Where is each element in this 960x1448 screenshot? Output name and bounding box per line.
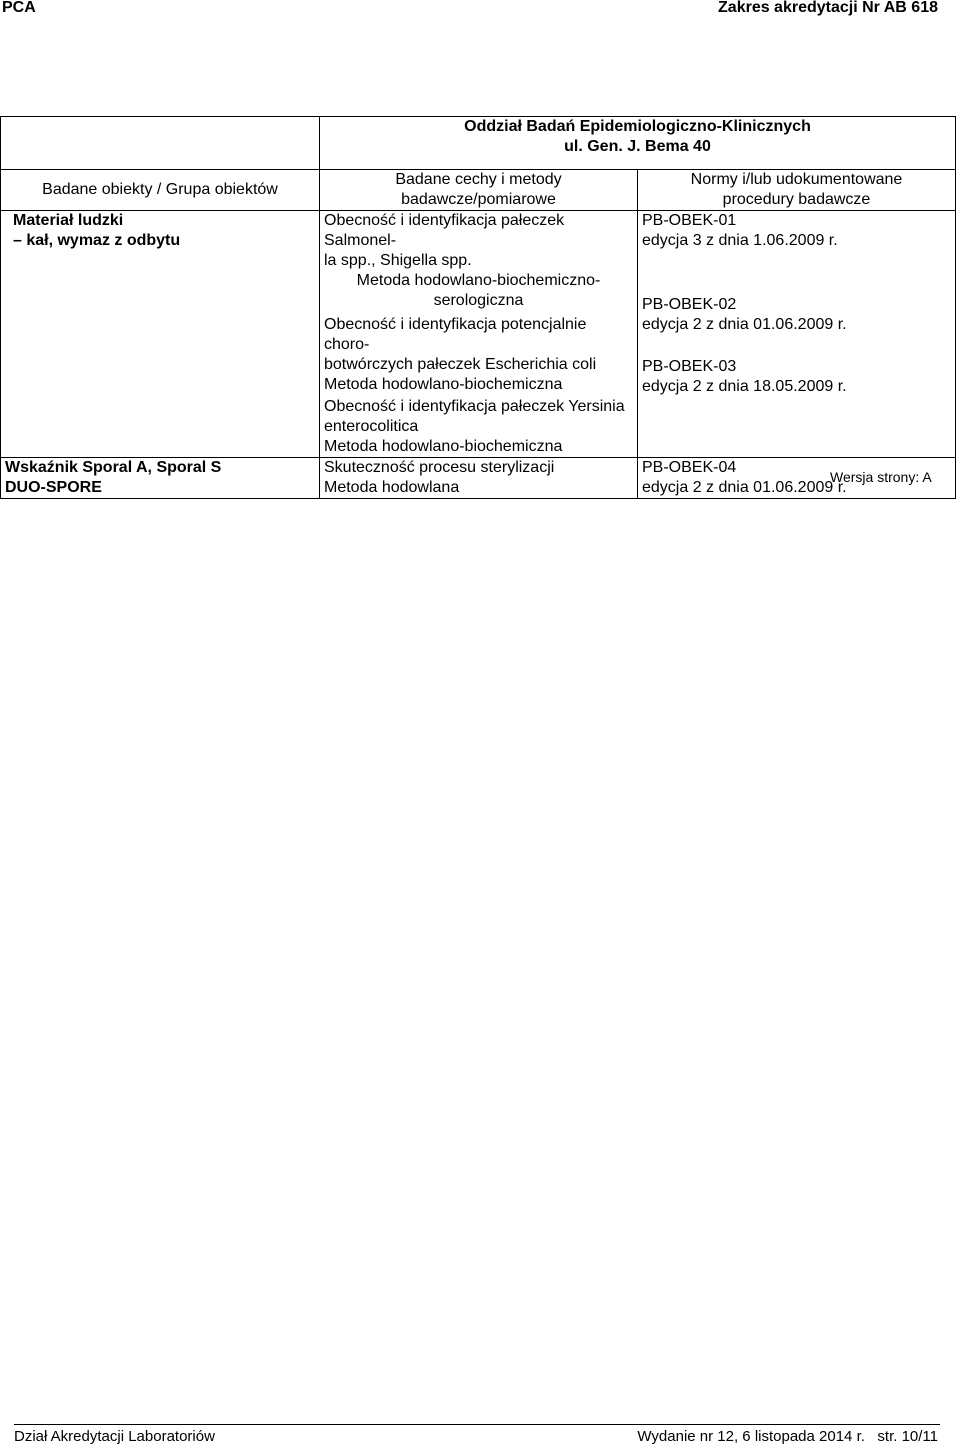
department-name: Oddział Badań Epidemiologiczno-Klinicznych: [464, 118, 811, 135]
tests-cell-1: [320, 211, 638, 458]
department-cell: [320, 117, 956, 170]
page-version: Wersja strony: A: [830, 469, 932, 485]
department-address: ul. Gen. J. Bema 40: [564, 138, 711, 155]
procedure-1: PB-OBEK-01 edycja 3 z dnia 1.06.2009 r.: [642, 212, 838, 249]
procedures-cell-1: [638, 211, 956, 458]
footer-left: Dział Akredytacji Laboratoriów: [14, 1428, 215, 1445]
col2-header: Badane cechy i metody badawcze/pomiarowe: [320, 170, 638, 211]
header-right: Zakres akredytacji Nr AB 618: [718, 0, 938, 16]
header-left: PCA: [2, 0, 36, 16]
footer-divider: [14, 1424, 940, 1425]
test-1: Obecność i identyfikacja pałeczek Salmonel- la spp., Shigella spp. Metoda hodowlano-biochemiczno- serologiczna: [324, 212, 601, 309]
object-cell-1: Materiał ludzki – kał, wymaz z odbytu: [1, 211, 320, 458]
test-3: Obecność i identyfikacja pałeczek Yersinia enterocolitica Metoda hodowlano-biochemiczna: [324, 398, 625, 455]
col1-header: Badane obiekty / Grupa obiektów: [1, 170, 320, 211]
footer-right: Wydanie nr 12, 6 listopada 2014 r. str. 10/11: [637, 1428, 938, 1445]
test-2: Obecność i identyfikacja potencjalnie choro- botwórczych pałeczek Escherichia coli Metoda hodowlano-biochemiczna: [324, 316, 597, 393]
empty-cell: [1, 117, 320, 170]
col3-header: Normy i/lub udokumentowane procedury badawcze: [638, 170, 956, 211]
page-footer: [0, 1428, 960, 1448]
object-cell-2: Wskaźnik Sporal A, Sporal S DUO-SPORE: [1, 458, 320, 499]
procedure-3: PB-OBEK-03 edycja 2 z dnia 18.05.2009 r.: [642, 358, 847, 395]
accreditation-table: [0, 116, 956, 499]
page-header: [0, 0, 960, 16]
procedure-2: PB-OBEK-02 edycja 2 z dnia 01.06.2009 r.: [642, 296, 847, 333]
procedures-cell-2: PB-OBEK-04 edycja 2 z dnia 01.06.2009 r.: [638, 458, 956, 499]
tests-cell-2: Skuteczność procesu sterylizacji Metoda hodowlana: [320, 458, 638, 499]
